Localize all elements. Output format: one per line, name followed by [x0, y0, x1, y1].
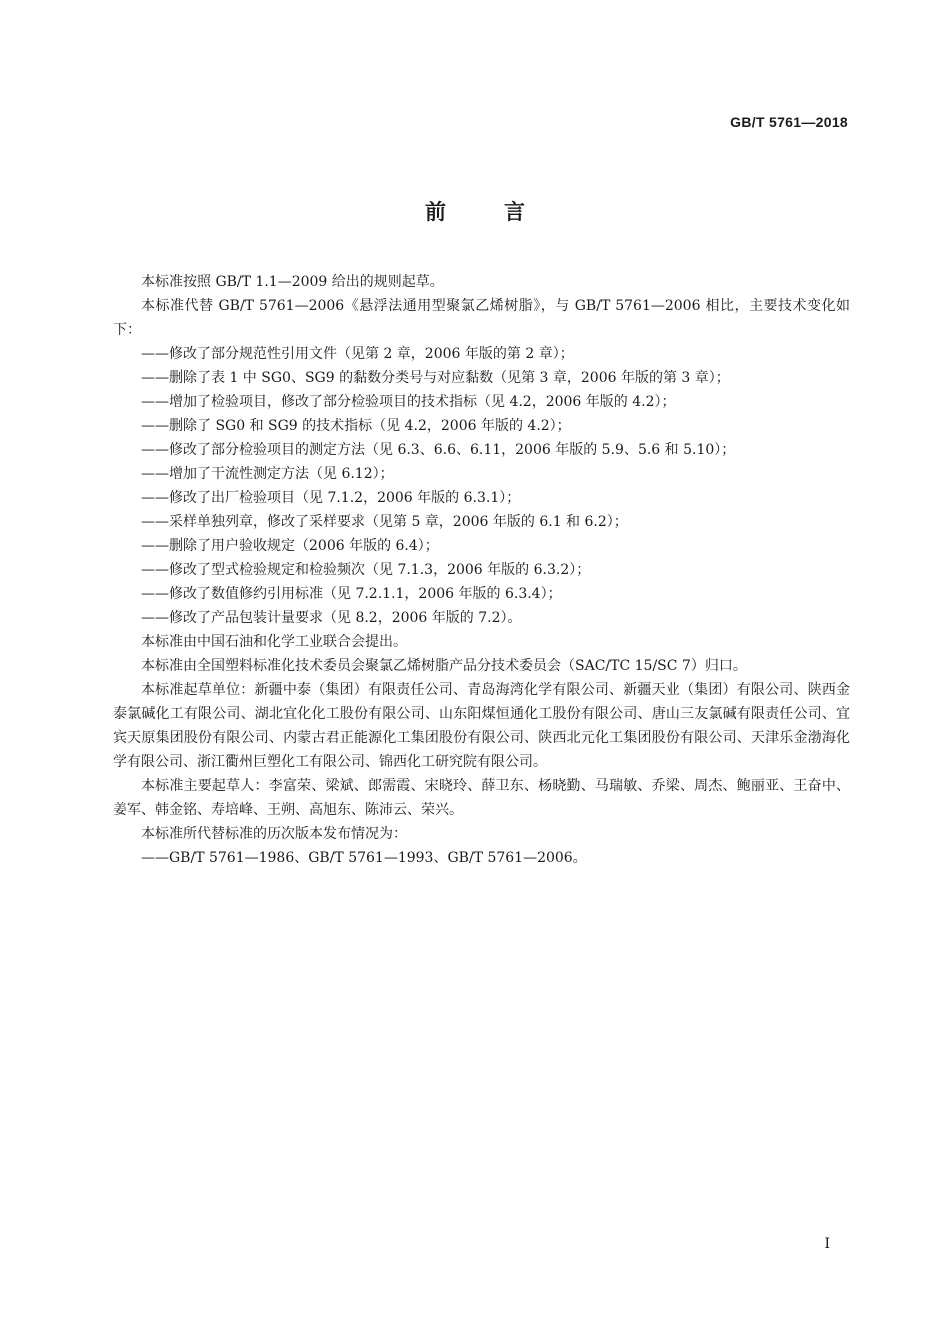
paragraph-drafters: 本标准主要起草人：李富荣、梁斌、郎需霞、宋晓玲、薛卫东、杨晓勤、马瑞敏、乔梁、周杰、鲍丽亚、王奋中、姜军、韩金铭、寿培峰、王朔、高旭东、陈沛云、荣兴。 [113, 778, 850, 818]
page-number: I [824, 1236, 830, 1252]
paragraph-drafting-rules: 本标准按照 GB/T 1.1—2009 给出的规则起草。 [141, 274, 444, 290]
list-item: ——修改了部分检验项目的测定方法（见 6.3、6.6、6.11，2006 年版的 5.9、5.6 和 5.10）； [141, 442, 736, 458]
list-item: ——采样单独列章，修改了采样要求（见第 5 章，2006 年版的 6.1 和 6.2）； [141, 514, 628, 530]
change-list [113, 342, 850, 630]
list-item: ——增加了检验项目，修改了部分检验项目的技术指标（见 4.2，2006 年版的 4.2）； [141, 394, 676, 410]
list-item: ——修改了数值修约引用标准（见 7.2.1.1，2006 年版的 6.3.4）； [141, 586, 562, 602]
paragraph-history-intro: 本标准所代替标准的历次版本发布情况为： [141, 826, 407, 842]
history-item: ——GB/T 5761—1986、GB/T 5761—1993、GB/T 5761—2006。 [141, 850, 587, 866]
paragraph-replacement: 本标准代替 GB/T 5761—2006《悬浮法通用型聚氯乙烯树脂》，与 GB/T 5761—2006 相比，主要技术变化如下： [113, 298, 850, 338]
list-item: ——删除了 SG0 和 SG9 的技术指标（见 4.2，2006 年版的 4.2）； [141, 418, 571, 434]
standard-code: GB/T 5761—2018 [730, 114, 848, 130]
page-title: 前言 [425, 200, 583, 224]
list-item: ——修改了产品包装计量要求（见 8.2，2006 年版的 7.2）。 [141, 610, 522, 626]
list-item: ——修改了出厂检验项目（见 7.1.2，2006 年版的 6.3.1）； [141, 490, 521, 506]
list-item: ——删除了用户验收规定（2006 年版的 6.4）； [141, 538, 439, 554]
foreword-body [113, 270, 850, 870]
paragraph-committee: 本标准由全国塑料标准化技术委员会聚氯乙烯树脂产品分技术委员会（SAC/TC 15/SC 7）归口。 [141, 658, 747, 674]
list-item: ——删除了表 1 中 SG0、SG9 的黏数分类号与对应黏数（见第 3 章，2006 年版的第 3 章）； [141, 370, 730, 386]
paragraph-drafting-units: 本标准起草单位：新疆中泰（集团）有限责任公司、青岛海湾化学有限公司、新疆天业（集团）有限公司、陕西金泰氯碱化工有限公司、湖北宜化化工股份有限公司、山东阳煤恒通化工股份有限公司、唐山三友氯碱有限责任公司、宜宾天原集团股份有限公司、内蒙古君正能源化工集团股份有限公司、陕西北元化工集团股份有限公司、天津乐金渤海化学有限公司、浙江衢州巨塑化工有限公司、锦西化工研究院有限公司。 [113, 682, 850, 770]
list-item: ——修改了部分规范性引用文件（见第 2 章，2006 年版的第 2 章）； [141, 346, 574, 362]
list-item: ——修改了型式检验规定和检验频次（见 7.1.3，2006 年版的 6.3.2）； [141, 562, 591, 578]
list-item: ——增加了干流性测定方法（见 6.12）； [141, 466, 394, 482]
paragraph-proposer: 本标准由中国石油和化学工业联合会提出。 [141, 634, 407, 650]
